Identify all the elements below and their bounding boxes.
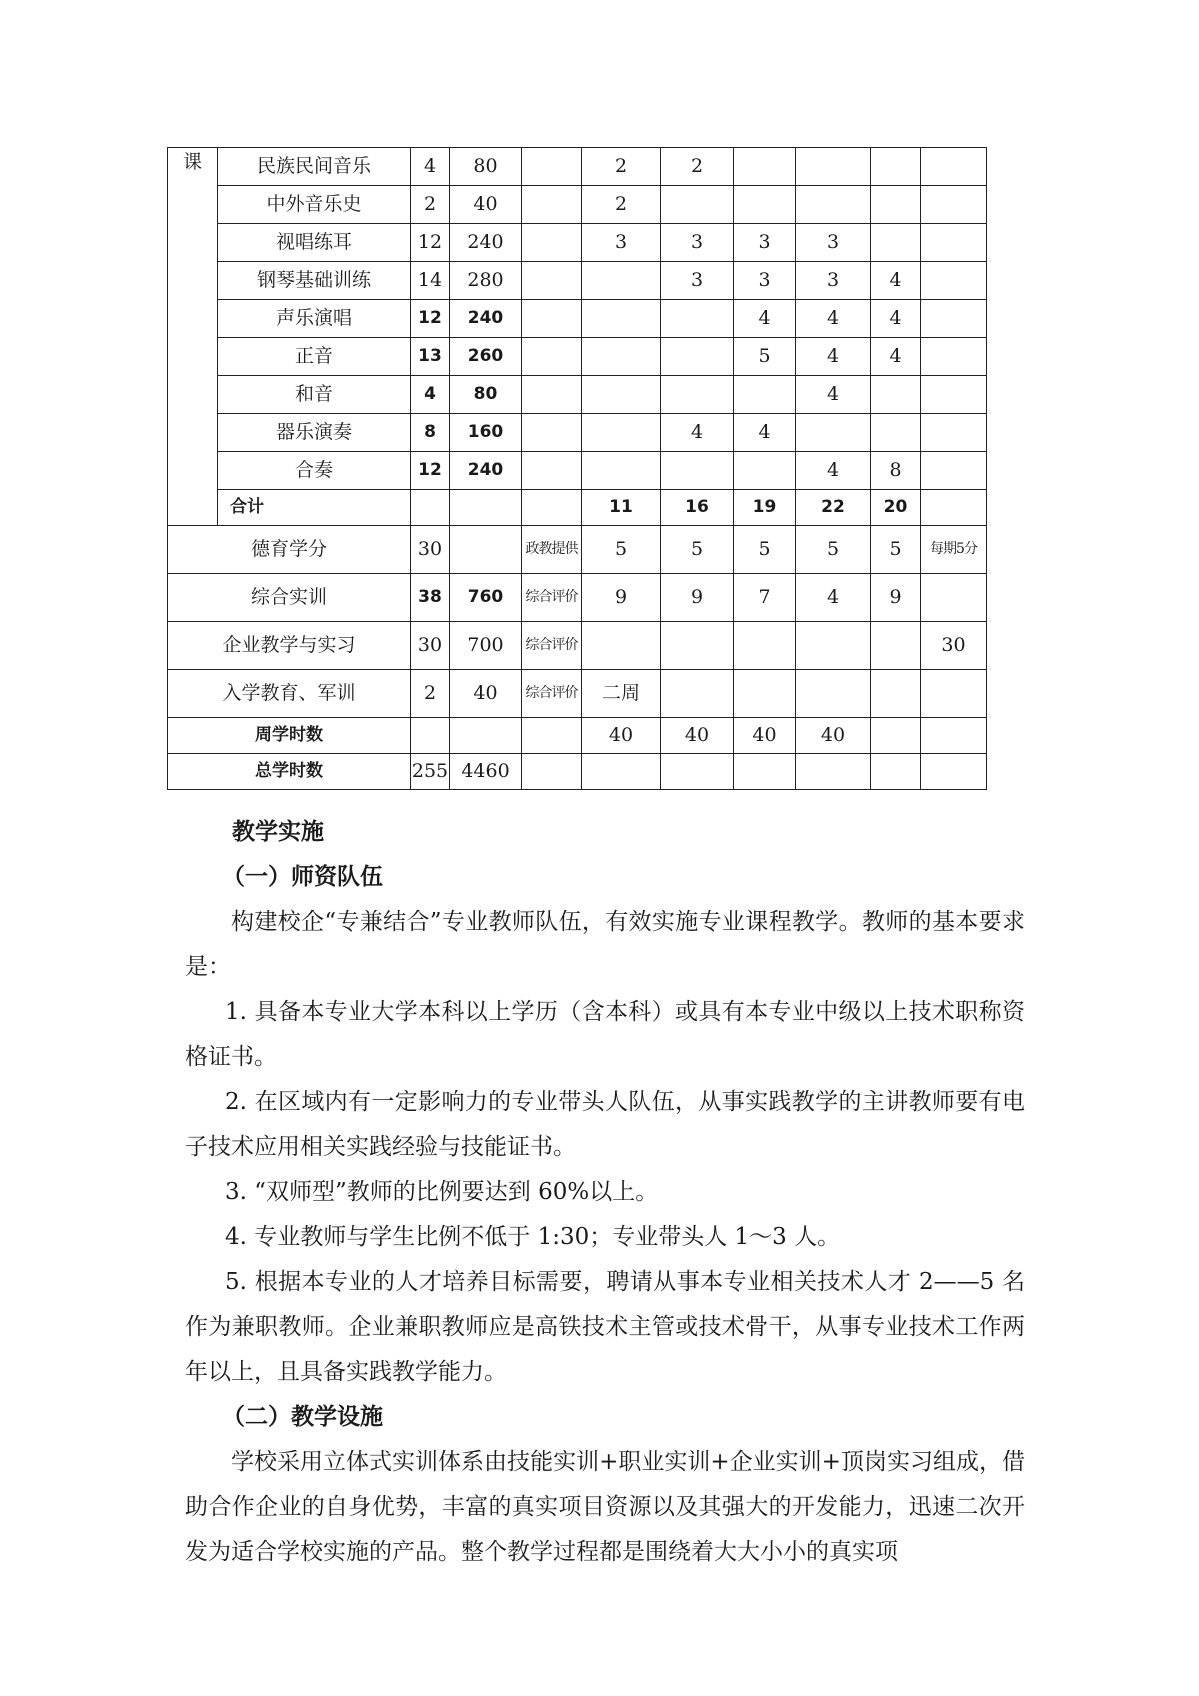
semester-cell: 8 [871, 452, 921, 490]
list-item: 2. 在区域内有一定影响力的专业带头人队伍，从事实践教学的主讲教师要有电子技术应用相关实践经验与技能证书。 [185, 1089, 1025, 1160]
semester-cell [871, 622, 921, 670]
semester-cell [734, 670, 796, 718]
semester-cell: 2 [582, 148, 661, 186]
table-row [168, 262, 987, 300]
semester-cell: 4 [661, 414, 734, 452]
table-row [168, 452, 987, 490]
semester-cell [582, 414, 661, 452]
semester-cell: 4 [796, 300, 871, 338]
credit-cell: 38 [411, 574, 450, 622]
semester-cell: 二周 [582, 670, 661, 718]
paragraph-facilities: 学校采用立体式实训体系由技能实训+职业实训+企业实训+顶岗实习组成，借助合作企业的自身优势，丰富的真实项目资源以及其强大的开发能力，迅速二次开发为适合学校实施的产品。整个教学过程都是围绕着大大小小的真实项 [185, 1449, 1025, 1565]
semester-cell [661, 670, 734, 718]
semester-cell [661, 622, 734, 670]
course-name-cell: 器乐演奏 [218, 414, 411, 452]
table-row [168, 224, 987, 262]
semester-cell [921, 414, 987, 452]
table-cell [921, 718, 987, 754]
semester-cell [661, 338, 734, 376]
hours-cell: 160 [450, 414, 522, 452]
semester-cell: 5 [871, 526, 921, 574]
table-cell [450, 490, 522, 526]
credit-cell: 2 [411, 186, 450, 224]
semester-cell [661, 452, 734, 490]
semester-cell: 4 [796, 338, 871, 376]
table-cell [411, 718, 450, 754]
weekly-hours-cell: 40 [734, 718, 796, 754]
table-cell [582, 754, 661, 790]
semester-cell [582, 452, 661, 490]
semester-cell [734, 452, 796, 490]
weekly-hours-cell: 40 [661, 718, 734, 754]
credit-cell: 14 [411, 262, 450, 300]
semester-cell [921, 574, 987, 622]
assessment-cell [522, 186, 582, 224]
assessment-cell: 综合评价 [522, 622, 582, 670]
subtotal-cell: 11 [582, 490, 661, 526]
table-cell [734, 754, 796, 790]
semester-cell: 5 [661, 526, 734, 574]
semester-cell: 4 [796, 376, 871, 414]
table-cell [522, 718, 582, 754]
paragraph-intro: 构建校企“专兼结合”专业教师队伍，有效实施专业课程教学。教师的基本要求是： [185, 909, 1025, 980]
table-cell [871, 754, 921, 790]
semester-cell: 3 [734, 224, 796, 262]
semester-cell [871, 148, 921, 186]
semester-cell: 30 [921, 622, 987, 670]
semester-cell [921, 262, 987, 300]
table-row [168, 186, 987, 224]
table-row [168, 414, 987, 452]
credit-cell: 12 [411, 300, 450, 338]
weekly-hours-cell: 40 [796, 718, 871, 754]
table-row [168, 490, 987, 526]
semester-cell: 3 [582, 224, 661, 262]
credit-cell: 12 [411, 452, 450, 490]
course-name-cell: 企业教学与实习 [168, 622, 411, 670]
list-item: 3. “双师型”教师的比例要达到 60%以上。 [225, 1179, 659, 1205]
assessment-cell: 综合评价 [522, 574, 582, 622]
semester-cell [921, 452, 987, 490]
subsection-title-facilities: （二）教学设施 [222, 1404, 383, 1430]
table-cell [522, 490, 582, 526]
table-cell [921, 490, 987, 526]
semester-cell: 4 [734, 300, 796, 338]
assessment-cell [522, 224, 582, 262]
subtotal-cell: 16 [661, 490, 734, 526]
subtotal-cell: 22 [796, 490, 871, 526]
subtotal-label: 合计 [218, 490, 411, 526]
semester-cell: 4 [796, 574, 871, 622]
subsection-title-faculty: （一）师资队伍 [222, 864, 383, 890]
semester-cell: 3 [661, 262, 734, 300]
semester-cell: 9 [871, 574, 921, 622]
course-name-cell: 入学教育、军训 [168, 670, 411, 718]
semester-cell: 9 [582, 574, 661, 622]
semester-cell: 每期5分 [921, 526, 987, 574]
table-row [168, 338, 987, 376]
semester-cell: 5 [796, 526, 871, 574]
table-row [168, 300, 987, 338]
table-row [168, 526, 987, 574]
semester-cell [582, 622, 661, 670]
assessment-cell [522, 300, 582, 338]
credit-cell: 13 [411, 338, 450, 376]
credit-cell: 30 [411, 526, 450, 574]
semester-cell [582, 338, 661, 376]
semester-cell: 4 [871, 262, 921, 300]
semester-cell: 3 [796, 262, 871, 300]
hours-cell [450, 526, 522, 574]
semester-cell [734, 376, 796, 414]
subtotal-cell: 20 [871, 490, 921, 526]
hours-cell: 240 [450, 224, 522, 262]
course-name-cell: 视唱练耳 [218, 224, 411, 262]
semester-cell [871, 186, 921, 224]
course-name-cell: 声乐演唱 [218, 300, 411, 338]
hours-cell: 80 [450, 376, 522, 414]
table-cell [661, 754, 734, 790]
credit-cell: 4 [411, 376, 450, 414]
semester-cell [661, 300, 734, 338]
weekly-hours-cell: 40 [582, 718, 661, 754]
course-name-cell: 合奏 [218, 452, 411, 490]
semester-cell [921, 224, 987, 262]
semester-cell: 9 [661, 574, 734, 622]
table-row [168, 754, 987, 790]
hours-cell: 40 [450, 186, 522, 224]
hours-cell: 240 [450, 300, 522, 338]
table-cell [411, 490, 450, 526]
semester-cell [734, 186, 796, 224]
semester-cell [796, 622, 871, 670]
semester-cell: 3 [661, 224, 734, 262]
section-title: 教学实施 [232, 819, 324, 845]
assessment-cell: 综合评价 [522, 670, 582, 718]
semester-cell [661, 376, 734, 414]
table-cell [871, 718, 921, 754]
hours-cell: 760 [450, 574, 522, 622]
semester-cell [582, 262, 661, 300]
semester-cell [871, 376, 921, 414]
semester-cell: 4 [734, 414, 796, 452]
table-row [168, 670, 987, 718]
list-item: 1. 具备本专业大学本科以上学历（含本科）或具有本专业中级以上技术职称资格证书。 [185, 999, 1025, 1070]
credit-cell: 30 [411, 622, 450, 670]
table-row [168, 574, 987, 622]
course-name-cell: 中外音乐史 [218, 186, 411, 224]
semester-cell [796, 148, 871, 186]
hours-cell: 80 [450, 148, 522, 186]
hours-cell: 40 [450, 670, 522, 718]
assessment-cell [522, 262, 582, 300]
course-name-cell: 正音 [218, 338, 411, 376]
semester-cell: 4 [871, 300, 921, 338]
semester-cell [734, 148, 796, 186]
semester-cell: 7 [734, 574, 796, 622]
semester-cell: 5 [582, 526, 661, 574]
list-item: 5. 根据本专业的人才培养目标需要，聘请从事本专业相关技术人才 2——5 名作为兼职教师。企业兼职教师应是高铁技术主管或技术骨干，从事专业技术工作两年以上，且具备实践教学能力。 [185, 1269, 1025, 1385]
weekly-hours-label: 周学时数 [168, 718, 411, 754]
total-credit-cell: 255 [411, 754, 450, 790]
semester-cell [921, 186, 987, 224]
course-name-cell: 和音 [218, 376, 411, 414]
semester-cell [796, 414, 871, 452]
semester-cell: 2 [582, 186, 661, 224]
semester-cell [921, 148, 987, 186]
semester-cell [796, 670, 871, 718]
semester-cell [871, 670, 921, 718]
credit-cell: 8 [411, 414, 450, 452]
semester-cell [921, 670, 987, 718]
total-hours-cell: 4460 [450, 754, 522, 790]
course-name-cell: 德育学分 [168, 526, 411, 574]
course-schedule-table [167, 147, 987, 790]
semester-cell [871, 414, 921, 452]
hours-cell: 260 [450, 338, 522, 376]
table-cell [796, 754, 871, 790]
semester-cell: 3 [734, 262, 796, 300]
table-row [168, 718, 987, 754]
hours-cell: 240 [450, 452, 522, 490]
course-name-cell: 民族民间音乐 [218, 148, 411, 186]
semester-cell [582, 300, 661, 338]
semester-cell: 3 [796, 224, 871, 262]
semester-cell: 4 [796, 452, 871, 490]
table-cell [450, 718, 522, 754]
semester-cell [582, 376, 661, 414]
assessment-cell [522, 148, 582, 186]
semester-cell: 5 [734, 338, 796, 376]
semester-cell: 4 [871, 338, 921, 376]
list-item: 4. 专业教师与学生比例不低于 1:30；专业带头人 1～3 人。 [225, 1224, 841, 1250]
assessment-cell [522, 452, 582, 490]
semester-cell [921, 300, 987, 338]
hours-cell: 700 [450, 622, 522, 670]
table-cell [921, 754, 987, 790]
assessment-cell [522, 376, 582, 414]
credit-cell: 4 [411, 148, 450, 186]
assessment-cell [522, 414, 582, 452]
table-row [168, 148, 987, 186]
hours-cell: 280 [450, 262, 522, 300]
assessment-cell: 政教提供 [522, 526, 582, 574]
table-cell [522, 754, 582, 790]
semester-cell [921, 376, 987, 414]
semester-cell [734, 622, 796, 670]
semester-cell: 2 [661, 148, 734, 186]
credit-cell: 2 [411, 670, 450, 718]
semester-cell: 5 [734, 526, 796, 574]
semester-cell [661, 186, 734, 224]
semester-cell [796, 186, 871, 224]
total-hours-label: 总学时数 [168, 754, 411, 790]
assessment-cell [522, 338, 582, 376]
subtotal-cell: 19 [734, 490, 796, 526]
table-row [168, 376, 987, 414]
table-row [168, 622, 987, 670]
category-cell: 课 [168, 148, 218, 526]
semester-cell [871, 224, 921, 262]
semester-cell [921, 338, 987, 376]
course-name-cell: 钢琴基础训练 [218, 262, 411, 300]
course-name-cell: 综合实训 [168, 574, 411, 622]
credit-cell: 12 [411, 224, 450, 262]
